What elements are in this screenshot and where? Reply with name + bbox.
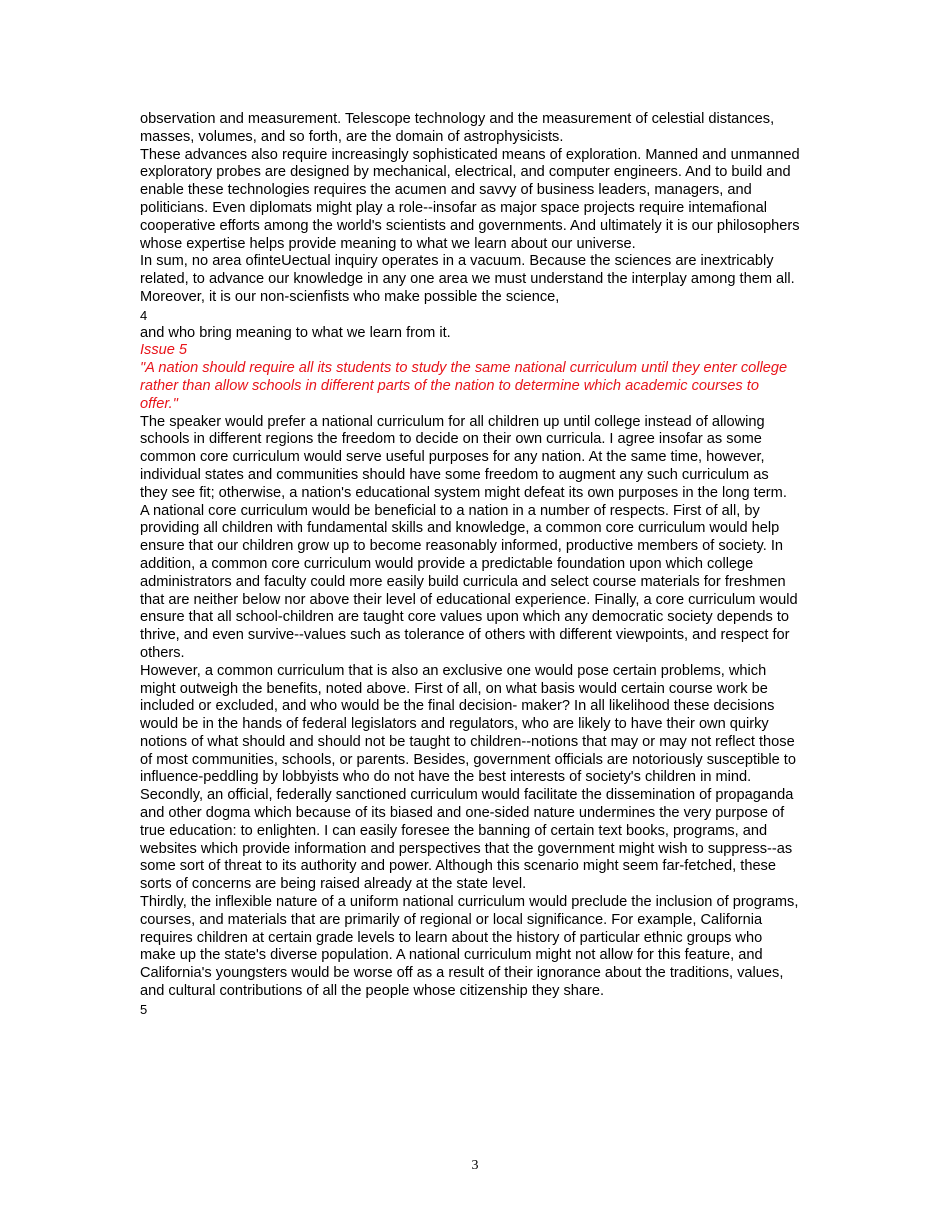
paragraph-observation: observation and measurement. Telescope technology and the measurement of celestial distances, masses, volumes, and so forth, are the domain of astrophysicists. [140,111,775,145]
issue-heading: Issue 5 [140,342,188,359]
paragraph-thirdly: Thirdly, the inflexible nature of a uniform national curriculum would preclude the inclusion of programs, courses, and materials that are primarily of regional or local significance. For example, California requires children at certain grade levels to learn about the history of particular ethnic groups who make up the state's diverse population. A national curriculum might not allow for this feature, and California's youngsters would be worse off as a result of their ignorance about the traditions, values, and cultural contributions of all the people whose citizenship they share. [140,894,799,1000]
paragraph-problems: However, a common curriculum that is also an exclusive one would pose certain problems, which might outweigh the benefits, noted above. First of all, on what basis would certain course work be included or excluded, and who would be the final decision- maker? In all likelihood these decisions would be in the hands of federal legislators and regulators, who are likely to have their own quirky notions of what should and should not be taught to children--notions that may or may not reflect those of most communities, schools, or parents. Besides, government officials are notoriously susceptible to influence-peddling by lobbyists who do not have the best interests of society's children in mind. [140,662,796,786]
paragraph-secondly: Secondly, an official, federally sanctioned curriculum would facilitate the dissemination of propaganda and other dogma which because of its biased and one-sided nature undermines the very purpose of true education: to enlighten. I can easily foresee the banning of certain text books, programs, and websites which provide information and perspectives that the government might wish to suppress--as some sort of threat to its authority and power. Although this scenario might seem far-fetched, these sorts of concerns are being raised already at the state level. [140,787,794,893]
source-page-marker: 4 [140,307,148,323]
paragraph-in-sum: In sum, no area ofinteUectual inquiry operates in a vacuum. Because the sciences are inextricably related, to advance our knowledge in any one area we must understand the interplay among them all. Moreover, it is our non-scienfists who make possible the science, [140,253,795,305]
paragraph-speaker: The speaker would prefer a national curriculum for all children up until college instead of allowing schools in different regions the freedom to decide on their own curricula. I agree insofar as some common core curriculum would serve useful purposes for any nation. At the same time, however, individual states and communities should have some freedom to augment any such curriculum as they see fit; otherwise, a nation's educational system might defeat its own purposes in the long term. [140,413,787,501]
page-number: 3 [471,1158,479,1173]
paragraph-benefits: A national core curriculum would be beneficial to a nation in a number of respects. First of all, by providing all children with fundamental skills and knowledge, a common core curriculum would help ensure that our children grow up to become reasonably informed, productive members of society. In addition, a common core curriculum would provide a predictable foundation upon which college administrators and faculty could more easily build curricula and select course materials for freshmen that are neither below nor above their level of educational experience. Finally, a core curriculum would ensure that all school-children are taught core values upon which any democratic society depends to thrive, and even survive--values such as tolerance of others with different viewpoints, and respect for others. [140,502,798,661]
page-content [140,111,800,1019]
paragraph-meaning: and who bring meaning to what we learn from it. [140,324,451,341]
source-page-marker: 5 [140,1001,148,1017]
paragraph-advances: These advances also require increasingly sophisticated means of exploration. Manned and unmanned exploratory probes are designed by mechanical, electrical, and computer engineers. And to build and enable these technologies requires the acumen and savvy of business leaders, managers, and politicians. Even diplomats might play a role--insofar as major space projects require intemafional cooperative efforts among the world's scientists and governments. And ultimately it is our philosophers whose expertise helps provide meaning to what we learn about our universe. [140,146,800,252]
issue-prompt: "A nation should require all its students to study the same national curriculum until they enter college rather than allow schools in different parts of the nation to determine which academic courses to offer." [140,360,788,412]
